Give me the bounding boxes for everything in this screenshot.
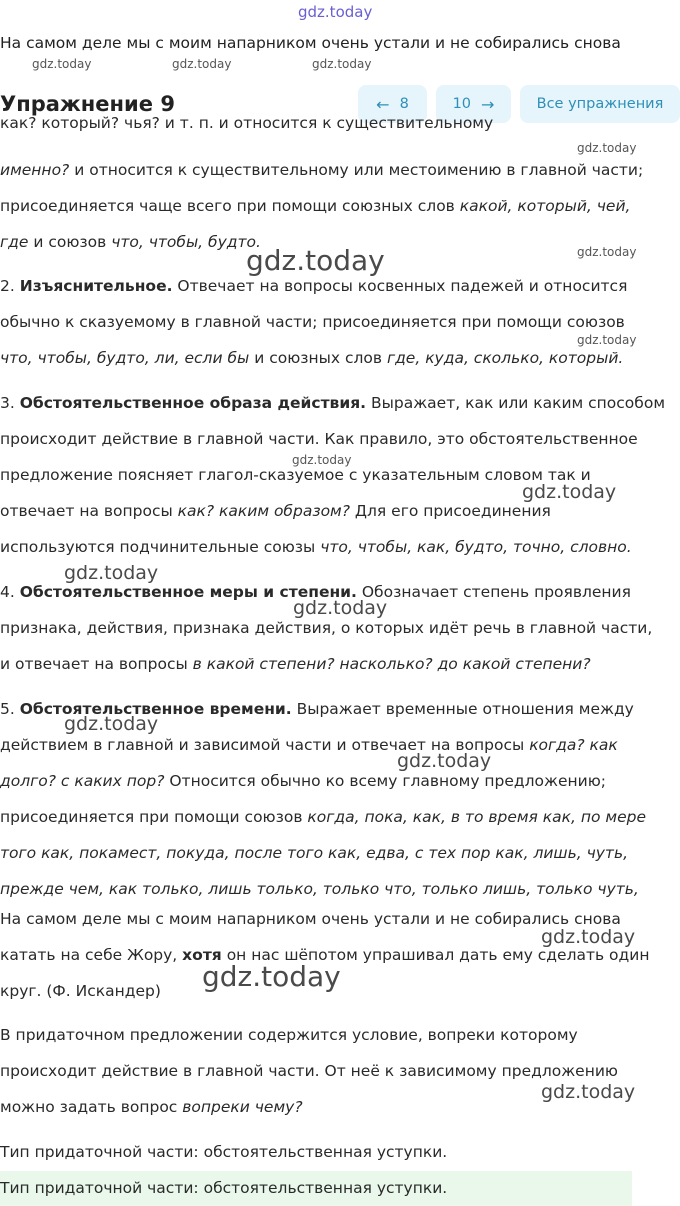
theory-line: признака, действия, признака действия, о которых идёт речь в главной части, [0,619,653,637]
watermark: gdz.today [312,57,372,71]
watermark: gdz.today [397,750,492,772]
watermark: gdz.today [172,57,232,71]
theory-line: именно? и относится к существительному или местоимению в главной части; [0,161,644,179]
explanation-line: происходит действие в главной части. От неё к зависимому предложению [0,1062,618,1080]
watermark: gdz.today [32,57,92,71]
watermark: gdz.today [577,141,637,155]
explanation-line: В придаточном предложении содержится условие, вопреки которому [0,1026,578,1044]
theory-line: долго? с каких пор? Относится обычно ко всему главному предложению; [0,772,607,790]
theory-line: отвечает на вопросы как? каким образом? Для его присоединения [0,502,551,520]
example-line: На самом деле мы с моим напарником очень устали и не собирались снова [0,910,621,928]
watermark: gdz.today [577,245,637,259]
watermark: gdz.today [292,453,352,467]
example-line: катать на себе Жору, хотя он нас шёпотом упрашивал дать ему сделать один [0,946,650,964]
theory-line: и отвечает на вопросы в какой степени? насколько? до какой степени? [0,655,591,673]
prev-exercise-label: 8 [399,96,409,112]
watermark: gdz.today [293,597,388,619]
theory-line: 4. Обстоятельственное меры и степени. Обозначает степень проявления [0,583,631,601]
next-exercise-label: 10 [452,96,472,112]
watermark: gdz.today [577,333,637,347]
theory-line: того как, покамест, покуда, после того как, едва, с тех пор как, лишь, чуть, [0,844,629,862]
page-title: Упражнение 9 [0,92,175,116]
theory-line: 5. Обстоятельственное времени. Выражает временные отношения между [0,700,634,718]
theory-line: используются подчинительные союзы что, чтобы, как, будто, точно, словно. [0,538,632,556]
theory-line: что, чтобы, будто, ли, если бы и союзных слов где, куда, сколько, который. [0,349,624,367]
cut-off-line: как? который? чья? и т. п. и относится к существительному [0,114,494,132]
theory-line: обычно к сказуемому в главной части; присоединяется при помощи союзов [0,313,625,331]
solution-image [0,114,680,1206]
theory-line: прежде чем, как только, лишь только, только что, только лишь, только чуть, [0,880,639,898]
example-line: круг. (Ф. Искандер) [0,982,161,1000]
answer-type-line: Тип придаточной части: обстоятельственная уступки. [0,1143,448,1161]
theory-line: присоединяется чаще всего при помощи союзных слов какой, который, чей, [0,197,631,215]
arrow-left-icon: ← [376,94,390,114]
all-exercises-label: Все упражнения [536,96,664,112]
watermark: gdz.today [541,1081,636,1103]
watermark: gdz.today [522,481,617,503]
arrow-right-icon: → [481,94,495,114]
watermark: gdz.today [64,713,159,735]
theory-line: 2. Изъяснительное. Отвечает на вопросы косвенных падежей и относится [0,277,628,295]
site-logo[interactable]: gdz.today [298,3,373,21]
watermark: gdz.today [246,244,385,277]
watermark: gdz.today [541,926,636,948]
explanation-line: можно задать вопрос вопреки чему? [0,1098,303,1116]
theory-line: присоединяется при помощи союзов когда, пока, как, в то время как, по мере [0,808,647,826]
theory-line: происходит действие в главной части. Как правило, это обстоятельственное [0,430,638,448]
theory-line: предложение поясняет глагол-сказуемое с указательным словом так и [0,466,591,484]
intro-sentence: На самом деле мы с моим напарником очень устали и не собирались снова [0,34,621,52]
watermark: gdz.today [64,562,159,584]
all-exercises-button[interactable] [520,85,680,123]
theory-line: действием в главной и зависимой части и отвечает на вопросы когда? как [0,736,618,754]
theory-line: 3. Обстоятельственное образа действия. Выражает, как или каким способом [0,394,666,412]
answer-highlight: Тип придаточной части: обстоятельственная уступки. [0,1171,632,1206]
watermark: gdz.today [202,960,341,993]
theory-line: где и союзов что, чтобы, будто. [0,233,261,251]
